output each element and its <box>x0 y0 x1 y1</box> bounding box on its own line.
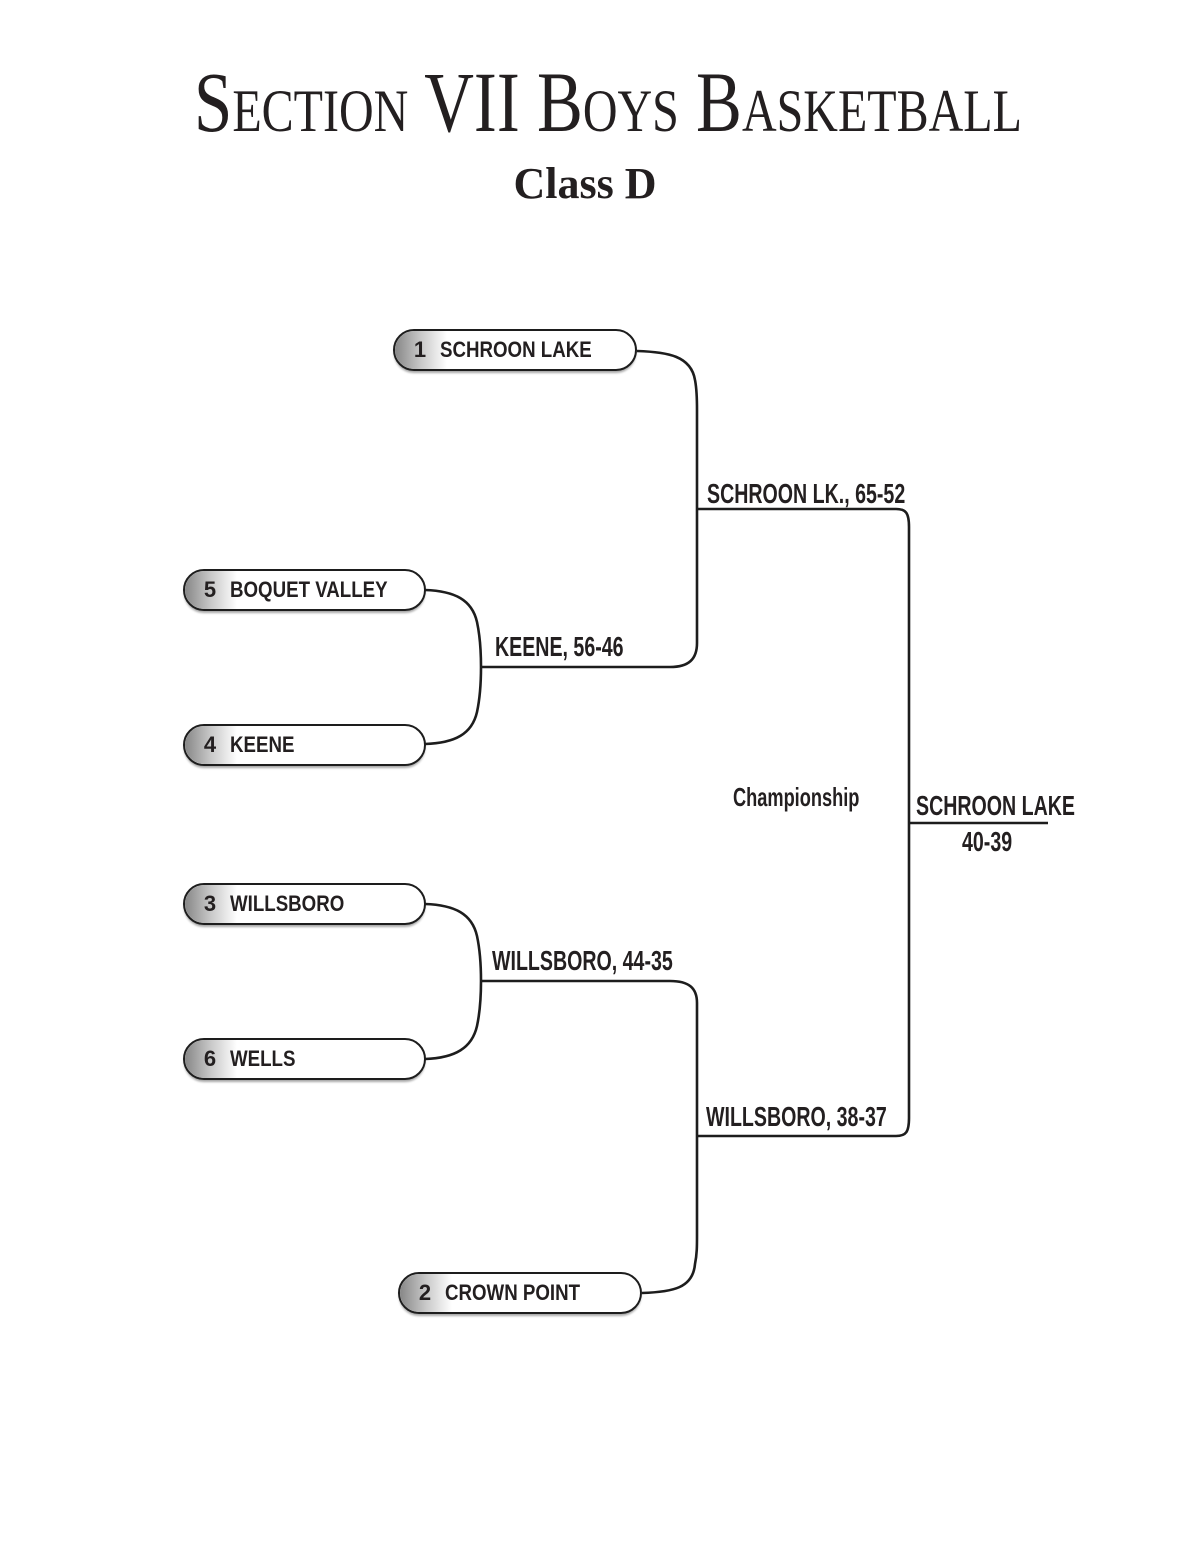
result-semifinal-top: SCHROON LK., 65-52 <box>707 478 906 509</box>
team-slot-willsboro <box>183 883 426 925</box>
team-slot-crown-point <box>398 1272 642 1314</box>
seed-number: 5 <box>203 577 217 602</box>
connector-quarterfinal-bottom <box>425 904 481 1059</box>
team-name: WILLSBORO <box>230 891 345 916</box>
class-subtitle: Class D <box>513 159 657 208</box>
championship-label: Championship <box>733 782 860 812</box>
connector-semifinal-bottom <box>481 981 697 1293</box>
team-name: KEENE <box>230 732 295 757</box>
connector-semifinal-top <box>481 351 697 667</box>
team-name: CROWN POINT <box>445 1280 581 1305</box>
team-name: BOQUET VALLEY <box>230 577 388 602</box>
team-slot-boquet-valley <box>183 569 426 611</box>
result-quarterfinal-bottom: WILLSBORO, 44-35 <box>492 945 673 976</box>
seed-number: 2 <box>418 1280 432 1305</box>
connector-quarterfinal-top <box>425 590 481 744</box>
final-score: 40-39 <box>962 826 1013 857</box>
result-quarterfinal-top: KEENE, 56-46 <box>495 631 624 662</box>
team-slot-schroon-lake <box>393 329 637 371</box>
team-name: WELLS <box>230 1046 296 1071</box>
champion-name: SCHROON LAKE <box>916 790 1075 821</box>
result-semifinal-bottom: WILLSBORO, 38-37 <box>706 1101 887 1132</box>
seed-number: 1 <box>413 337 427 362</box>
page-title: Section VII Boys Basketball <box>194 54 1022 150</box>
connector-final <box>697 509 909 1136</box>
team-name: SCHROON LAKE <box>440 337 592 362</box>
team-slot-wells <box>183 1038 426 1080</box>
seed-number: 3 <box>203 891 217 916</box>
team-slot-keene <box>183 724 426 766</box>
seed-number: 6 <box>203 1046 217 1071</box>
seed-number: 4 <box>203 732 217 757</box>
